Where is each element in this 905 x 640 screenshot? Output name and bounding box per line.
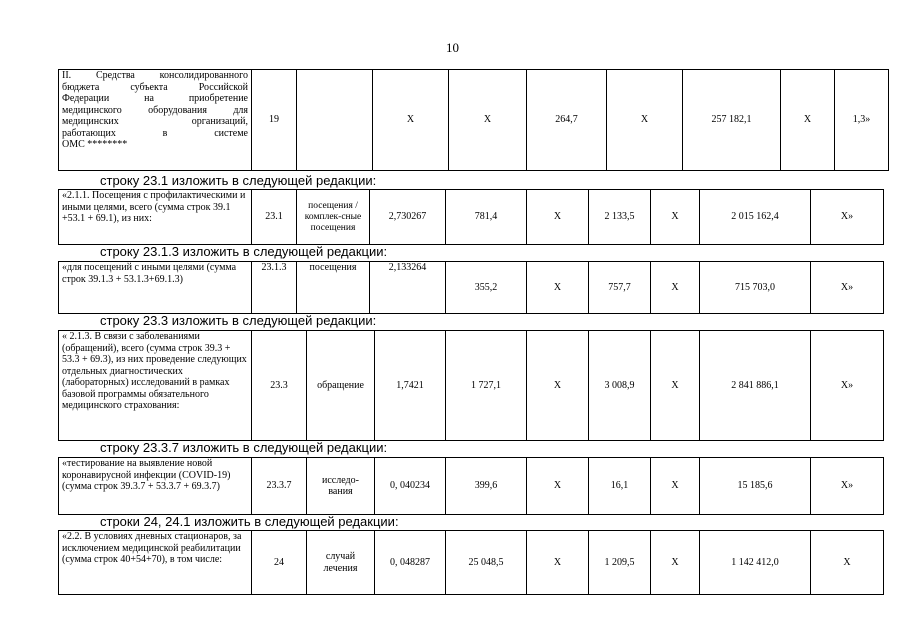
page-number: 10 [446, 40, 459, 55]
cell-3: Х [651, 262, 700, 314]
table-block-ii [58, 69, 889, 171]
row-number: 23.1 [252, 190, 297, 245]
cell-4: 1 142 412,0 [700, 531, 811, 595]
row-unit: посещения [297, 262, 370, 314]
cell-1: Х [527, 262, 589, 314]
cell-3: Х [651, 190, 700, 245]
row-label: «2.1.1. Посещения с профилактическими и иными целями, всего (сумма строк 39.1 +53.1 + 69.1), из них: [59, 190, 252, 245]
row-unit: случай лечения [307, 531, 375, 595]
row-number: 23.3.7 [252, 458, 307, 515]
table-row [59, 70, 889, 171]
cell-6: Х [781, 70, 835, 171]
cell-5: Х» [811, 190, 884, 245]
cell-1: Х [527, 458, 589, 515]
cell-5: Х [811, 531, 884, 595]
cell-norm: 2,133264 [370, 262, 446, 314]
cell-cost: 399,6 [446, 458, 527, 515]
cell-5: Х» [811, 262, 884, 314]
cell-3: Х [651, 331, 700, 441]
cell-4: 15 185,6 [700, 458, 811, 515]
table-block-24 [58, 530, 884, 595]
table-row [59, 190, 884, 245]
cell-2: 16,1 [589, 458, 651, 515]
cell-1: Х [527, 331, 589, 441]
instruction-text: строку 23.3 изложить в следующей редакции: [100, 313, 377, 328]
cell-2: 1 209,5 [589, 531, 651, 595]
instruction-text: строки 24, 24.1 изложить в следующей редакции: [100, 514, 399, 529]
cell-3: Х [651, 458, 700, 515]
cell-7: 1,3» [835, 70, 889, 171]
table-row [59, 262, 884, 314]
cell-4: 2 841 886,1 [700, 331, 811, 441]
row-label: «тестирование на выявление новой коронавирусной инфекции (COVID-19) (сумма строк 39.3.7 + 53.3.7 + 69.3.7) [59, 458, 252, 515]
cell-cost: 1 727,1 [446, 331, 527, 441]
cell-cost: 355,2 [446, 262, 527, 314]
table-block-23-1-3 [58, 261, 884, 314]
table-row [59, 331, 884, 441]
table-row [59, 531, 884, 595]
cell-2: Х [449, 70, 527, 171]
cell-3: 264,7 [527, 70, 607, 171]
cell-cost: 781,4 [446, 190, 527, 245]
row-label: « 2.1.3. В связи с заболеваниями (обращений), всего (сумма строк 39.3 + 53.3 + 69.3), из них проведение следующих отдельных диагностических (лабораторных) исследований в рамках базовой программы обязательного медицинского страхования: [59, 331, 252, 441]
cell-1: Х [527, 531, 589, 595]
cell-2: 757,7 [589, 262, 651, 314]
instruction-text: строку 23.1 изложить в следующей редакции: [100, 173, 377, 188]
row-unit [297, 70, 373, 171]
cell-1: Х [527, 190, 589, 245]
row-label: II. Средства консолидированного бюджета субъекта Российской Федерации на приобретение медицинского оборудования для медицинских организаций, работающих в системе ОМС ******** [59, 70, 252, 171]
cell-5: 257 182,1 [683, 70, 781, 171]
row-unit: обращение [307, 331, 375, 441]
cell-norm: 2,730267 [370, 190, 446, 245]
row-label: «для посещений с иными целями (сумма строк 39.1.3 + 53.1.3+69.1.3) [59, 262, 252, 314]
cell-4: 2 015 162,4 [700, 190, 811, 245]
table-block-23-3-7 [58, 457, 884, 515]
cell-norm: 0, 048287 [375, 531, 446, 595]
cell-5: Х» [811, 458, 884, 515]
instruction-text: строку 23.3.7 изложить в следующей редакции: [100, 440, 388, 455]
row-label: «2.2. В условиях дневных стационаров, за исключением медицинской реабилитации (сумма строк 40+54+70), в том числе: [59, 531, 252, 595]
table-block-23-3 [58, 330, 884, 441]
row-number: 23.3 [252, 331, 307, 441]
cell-1: Х [373, 70, 449, 171]
cell-2: 2 133,5 [589, 190, 651, 245]
cell-4: Х [607, 70, 683, 171]
row-number: 19 [252, 70, 297, 171]
row-number: 23.1.3 [252, 262, 297, 314]
instruction-text: строку 23.1.3 изложить в следующей редакции: [100, 244, 388, 259]
cell-4: 715 703,0 [700, 262, 811, 314]
cell-3: Х [651, 531, 700, 595]
cell-norm: 1,7421 [375, 331, 446, 441]
cell-norm: 0, 040234 [375, 458, 446, 515]
cell-2: 3 008,9 [589, 331, 651, 441]
table-row [59, 458, 884, 515]
cell-cost: 25 048,5 [446, 531, 527, 595]
row-unit: посещения / комплек-сные посещения [297, 190, 370, 245]
cell-5: Х» [811, 331, 884, 441]
row-number: 24 [252, 531, 307, 595]
table-block-23-1 [58, 189, 884, 245]
row-unit: исследо-вания [307, 458, 375, 515]
